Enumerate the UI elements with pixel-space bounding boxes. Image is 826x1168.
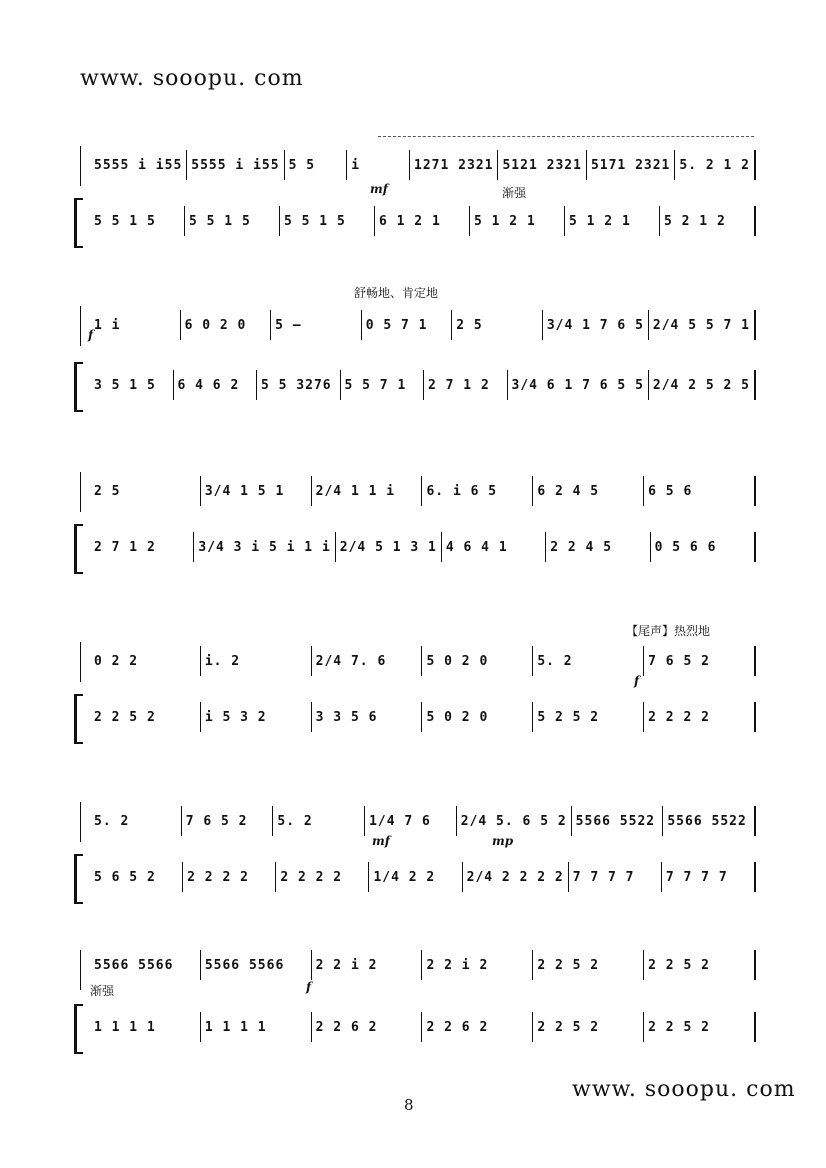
- measure: 6 5 6: [644, 476, 756, 506]
- score-system-5: [74, 796, 760, 906]
- measure: 6 1 2 1: [375, 206, 470, 236]
- page-number: 8: [404, 1096, 414, 1114]
- measure: 2 2 2 2: [644, 702, 756, 732]
- dynamic-marking: mf: [372, 834, 390, 848]
- measure: 5 5 1 5: [90, 206, 185, 236]
- measure: 5555 i i55: [187, 150, 284, 180]
- measure: i. 2: [201, 646, 312, 676]
- measure: 6 0 2 0: [181, 310, 272, 340]
- measure: 5 0 2 0: [422, 646, 533, 676]
- measure: 2 2 5 2: [533, 1012, 644, 1042]
- measure: 2 7 1 2: [90, 532, 194, 562]
- measure: 5555 i i55: [90, 150, 187, 180]
- measure: 2 2 5 2: [644, 1012, 756, 1042]
- header-watermark: www. sooopu. com: [80, 66, 304, 91]
- score-system-1: [74, 140, 760, 250]
- measure: 3/4 1 5 1: [201, 476, 312, 506]
- measure: 4 6 4 1: [442, 532, 546, 562]
- measure: 2/4 2 2 2 2: [463, 862, 569, 892]
- measure: 1/4 2 2: [369, 862, 462, 892]
- measure: 5. 2: [533, 646, 644, 676]
- measure: 5121 2321: [498, 150, 586, 180]
- upper-part: [80, 476, 756, 506]
- dynamic-marking: f: [306, 980, 312, 994]
- measure: 5 5 1 5: [185, 206, 280, 236]
- measure: 3/4 3 i 5 i 1 i: [194, 532, 335, 562]
- dynamic-marking: mf: [370, 182, 388, 196]
- measure: 5171 2321: [587, 150, 675, 180]
- measure: 2 2 5 2: [90, 702, 201, 732]
- measure: 7 7 7 7: [662, 862, 756, 892]
- lower-part: [80, 532, 756, 562]
- measure: 5 2 1 2: [660, 206, 756, 236]
- measure: 1 1 1 1: [90, 1012, 201, 1042]
- dynamic-marking: mp: [492, 834, 514, 848]
- lower-part: [80, 862, 756, 892]
- measure: 5566 5566: [201, 950, 312, 980]
- measure: i 5 3 2: [201, 702, 312, 732]
- measure: 5 2 5 2: [533, 702, 644, 732]
- measure: 2 2 5 2: [644, 950, 756, 980]
- upper-part: [80, 646, 756, 676]
- measure: 5 5 3276: [257, 370, 341, 400]
- measure: 2 5: [90, 476, 201, 506]
- measure: 5 5 7 1: [341, 370, 425, 400]
- measure: 2/4 5 5 7 1: [649, 310, 756, 340]
- measure: 7 6 5 2: [644, 646, 756, 676]
- section-marking: 【尾声】热烈地: [626, 624, 711, 638]
- ottava-dashed-line: [378, 136, 754, 137]
- measure: 6 2 4 5: [533, 476, 644, 506]
- measure: 3 5 1 5: [90, 370, 174, 400]
- measure: 2 7 1 2: [424, 370, 508, 400]
- measure: 5 6 5 2: [90, 862, 183, 892]
- measure: 2 2 2 2: [276, 862, 369, 892]
- measure: 7 7 7 7: [569, 862, 662, 892]
- measure: 2/4 2 5 2 5: [649, 370, 756, 400]
- upper-part: [80, 950, 756, 980]
- upper-part: [80, 806, 756, 836]
- measure: 1 1 1 1: [201, 1012, 312, 1042]
- measure: 5566 5566: [90, 950, 201, 980]
- measure: 2 2 6 2: [422, 1012, 533, 1042]
- measure: 1 i: [90, 310, 181, 340]
- measure: 5566 5522: [663, 806, 756, 836]
- measure: 5 1 2 1: [470, 206, 565, 236]
- measure: 2 2 6 2: [312, 1012, 423, 1042]
- measure: 2/4 5 1 3 1: [336, 532, 442, 562]
- measure: 1/4 7 6: [365, 806, 457, 836]
- measure: 2 2 2 2: [183, 862, 276, 892]
- measure: 3 3 5 6: [312, 702, 423, 732]
- measure: 3/4 6 1 7 6 5 5: [508, 370, 649, 400]
- dynamic-marking: f: [634, 674, 640, 688]
- measure: 6. i 6 5: [422, 476, 533, 506]
- footer-watermark: www. sooopu. com: [572, 1077, 796, 1102]
- tempo-marking: 舒畅地、肯定地: [354, 286, 439, 300]
- measure: 2 5: [452, 310, 543, 340]
- measure: 5. 2: [90, 806, 182, 836]
- measure: 5 0 2 0: [422, 702, 533, 732]
- measure: 5566 5522: [572, 806, 664, 836]
- measure: 2 2 i 2: [422, 950, 533, 980]
- measure: 2/4 7. 6: [312, 646, 423, 676]
- measure: 0 2 2: [90, 646, 201, 676]
- score-system-2: [74, 300, 760, 410]
- crescendo-marking: 渐强: [90, 984, 115, 998]
- measure: 2 2 4 5: [546, 532, 650, 562]
- upper-part: [80, 310, 756, 340]
- lower-part: [80, 370, 756, 400]
- measure: 5. 2 1 2: [675, 150, 756, 180]
- lower-part: [80, 1012, 756, 1042]
- score-system-4: [74, 636, 760, 746]
- lower-part: [80, 206, 756, 236]
- measure: 5 1 2 1: [565, 206, 660, 236]
- measure: 5. 2: [273, 806, 365, 836]
- measure: 5 5: [285, 150, 348, 180]
- measure: 7 6 5 2: [182, 806, 274, 836]
- dynamic-marking: f: [88, 328, 94, 342]
- measure: 5 –: [271, 310, 362, 340]
- score-system-3: [74, 466, 760, 576]
- measure: 0 5 6 6: [651, 532, 756, 562]
- measure: 2 2 5 2: [533, 950, 644, 980]
- measure: 2/4 1 1 i: [312, 476, 423, 506]
- measure: 6 4 6 2: [174, 370, 258, 400]
- score-system-6: [74, 944, 760, 1054]
- measure: 1271 2321: [410, 150, 498, 180]
- upper-part: [80, 150, 756, 180]
- measure: 0 5 7 1: [362, 310, 453, 340]
- measure: 3/4 1 7 6 5: [543, 310, 649, 340]
- measure: 5 5 1 5: [280, 206, 375, 236]
- measure: 2/4 5. 6 5 2: [457, 806, 572, 836]
- measure: 2 2 i 2: [312, 950, 423, 980]
- lower-part: [80, 702, 756, 732]
- crescendo-marking: 渐强: [502, 186, 527, 200]
- measure: i: [347, 150, 410, 180]
